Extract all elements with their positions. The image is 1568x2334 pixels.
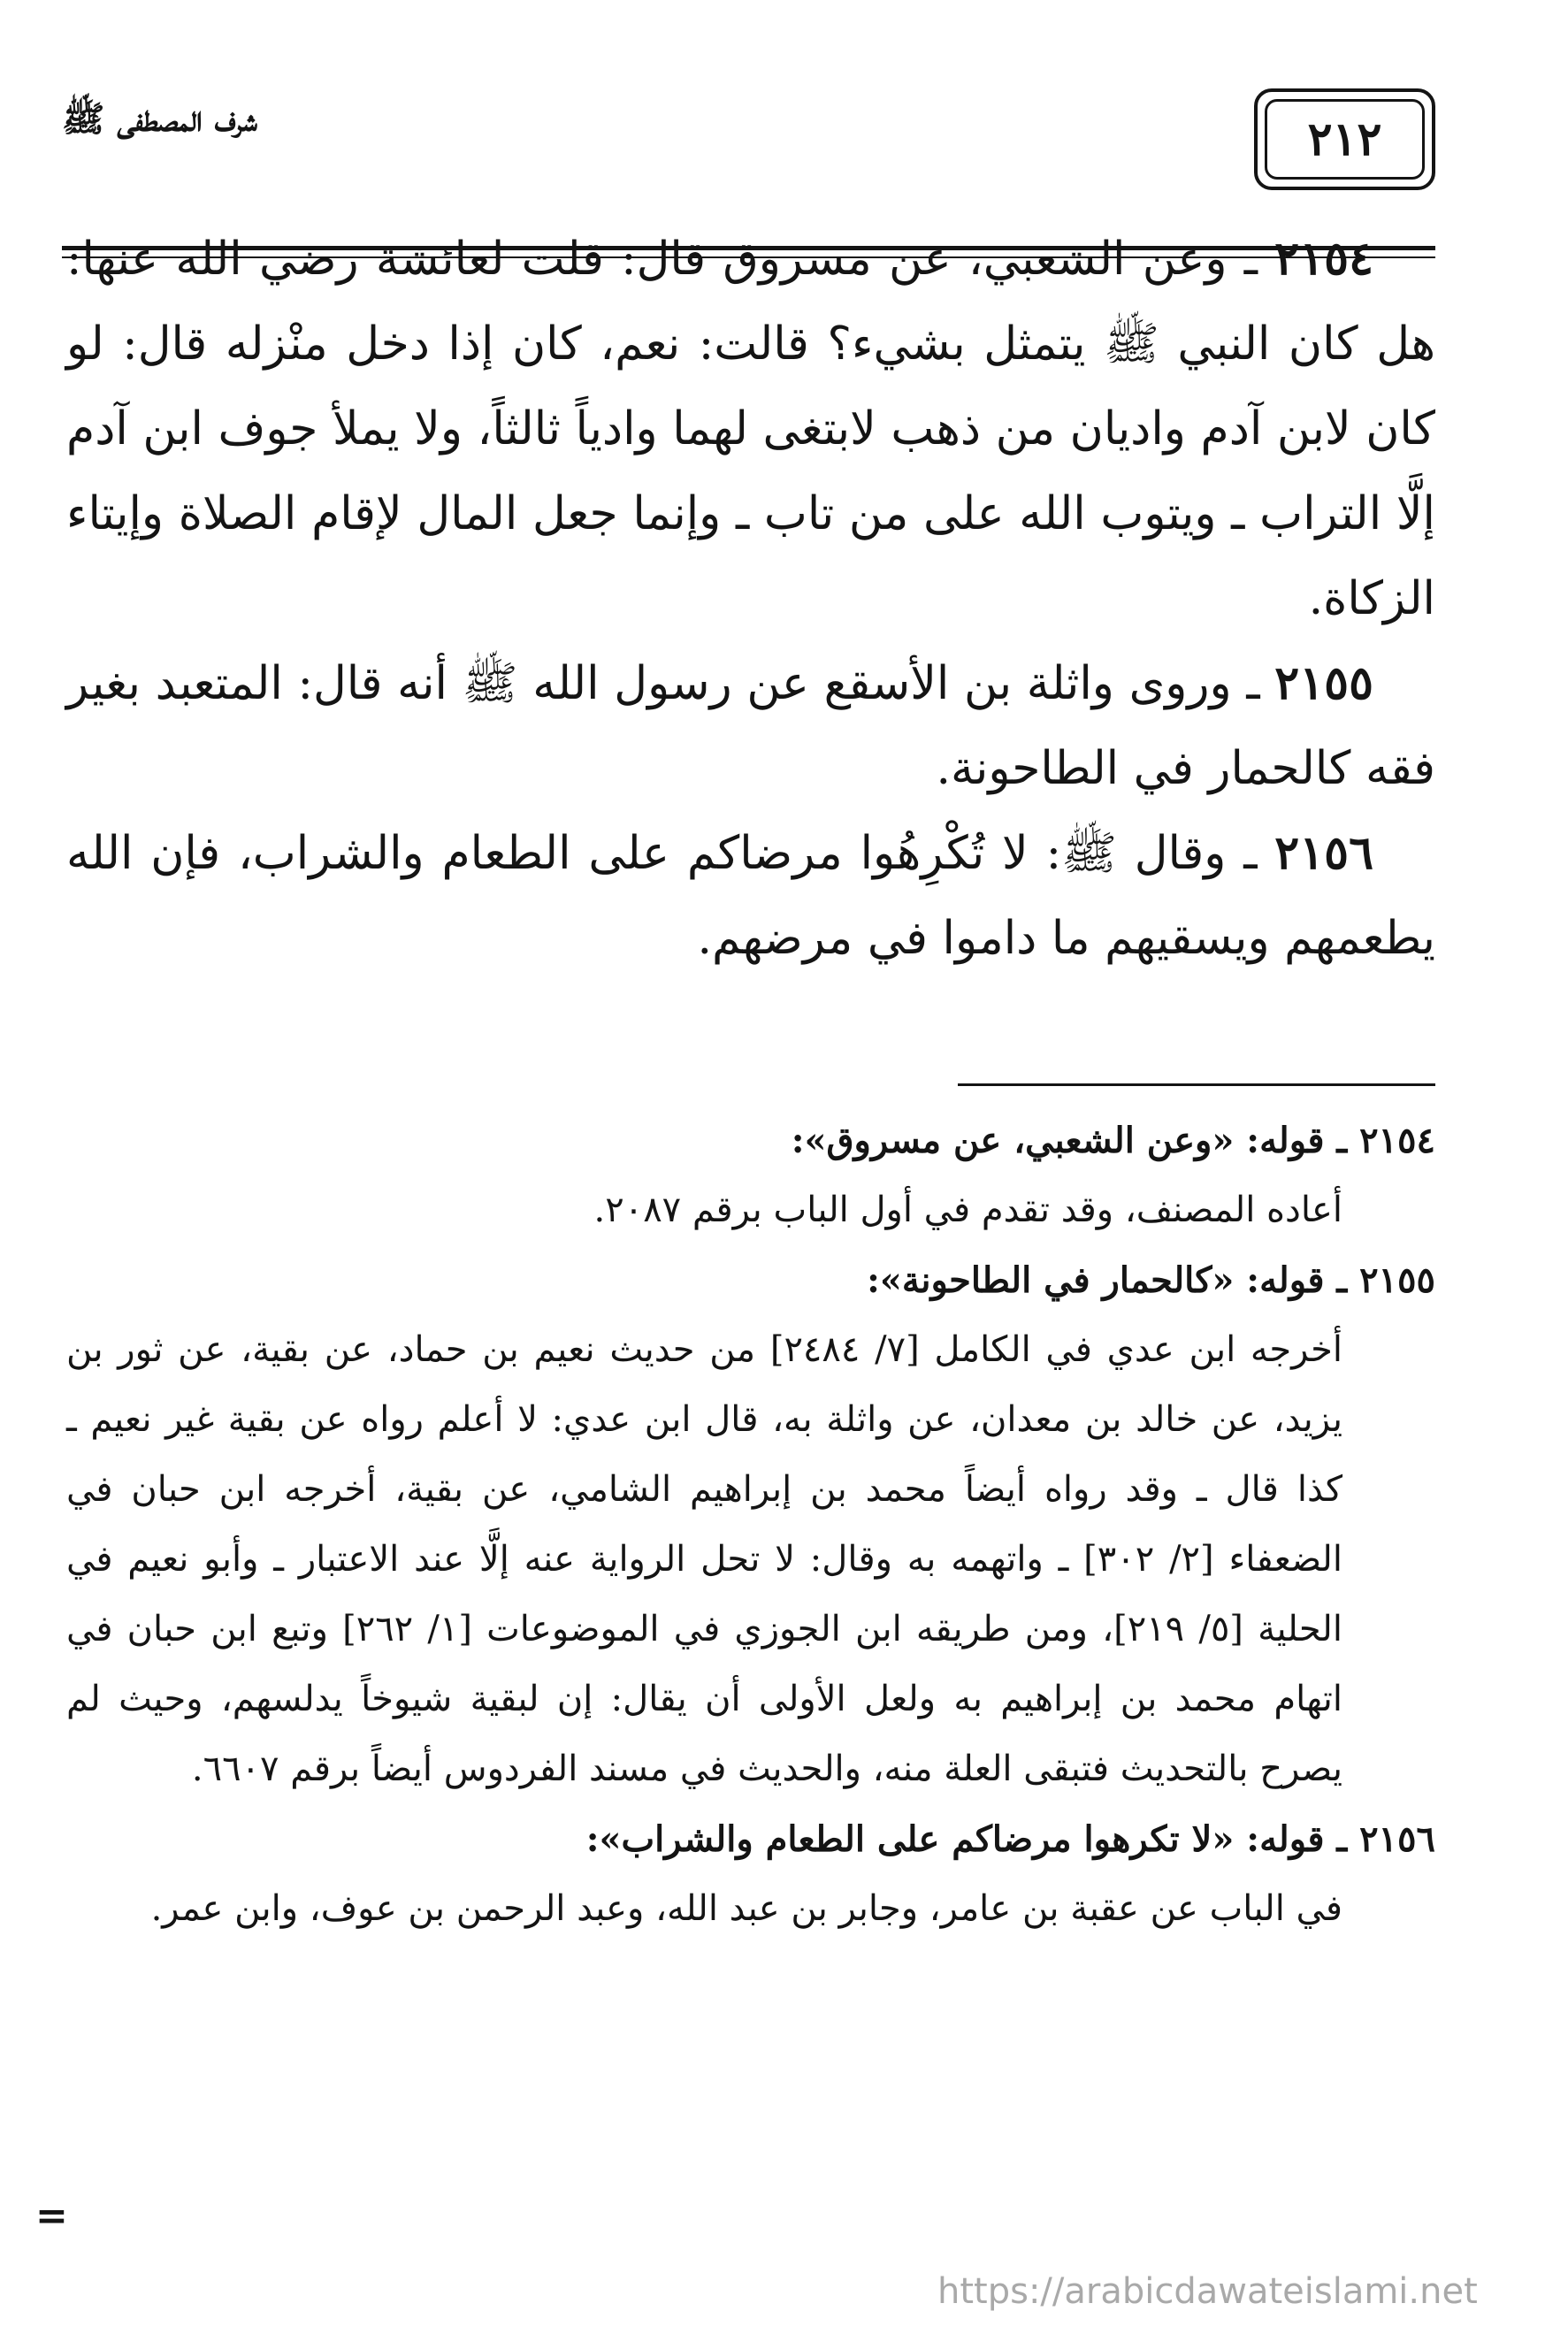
hadith-2156 (66, 811, 1435, 981)
note-body: أخرجه ابن عدي في الكامل [٧/ ٢٤٨٤] من حديث نعيم بن حماد، عن بقية، عن ثور بن يزيد، عن خالد بن معدان، عن واثلة به، قال ابن عدي: لا أعلم رواه عن بقية غير نعيم ـ كذا قال ـ وقد رواه أيضاً محمد بن إبراهيم الشامي، عن بقية، أخرجه ابن حبان في الضعفاء [٢/ ٣٠٢] ـ واتهمه به وقال: لا تحل الرواية عنه إلَّا عند الاعتبار ـ وأبو نعيم في الحلية [٥/ ٢١٩]، ومن طريقه ابن الجوزي في الموضوعات [١/ ٢٦٢] وتبع ابن حبان في اتهام محمد بن إبراهيم به ولعل الأولى أن يقال: إن لبقية شيوخاً يدلسهم، وحيث لم يصرح بالتحديث فتبقى العلة منه، والحديث في مسند الفردوس أيضاً برقم ٦٦٠٧. (66, 1329, 1342, 1789)
note-2155 (66, 1245, 1435, 1804)
notes-divider (958, 1083, 1435, 1086)
hadith-text: ـ وقال ﷺ: لا تُكْرِهُوا مرضاكم على الطعام والشراب، فإن الله يطعمهم ويسقيهم ما داموا في مرضهم. (66, 827, 1435, 965)
hadith-text: ـ وروى واثلة بن الأسقع عن رسول الله ﷺ أنه قال: المتعبد بغير فقه كالحمار في الطاحونة. (66, 657, 1435, 795)
hadith-number: ٢١٥٤ (1274, 232, 1373, 286)
hadith-number: ٢١٥٥ (1274, 656, 1373, 710)
note-body: أعاده المصنف، وقد تقدم في أول الباب برقم ٢٠٨٧. (593, 1190, 1342, 1230)
page-header (62, 88, 1435, 186)
hadith-text: ـ وعن الشعبي، عن مسروق قال: قلت لعائشة رضي الله عنها: هل كان النبي ﷺ يتمثل بشيء؟ قالت: نعم، كان إذا دخل منْزله قال: لو كان لابن آدم واديان من ذهب لابتغى لهما وادياً ثالثاً، ولا يملأ جوف ابن آدم إلَّا التراب ـ ويتوب الله على من تاب ـ وإنما جعل المال لإقام الصلاة وإيتاء الزكاة. (66, 233, 1435, 625)
site-watermark: https://arabicdawateislami.net (937, 2271, 1478, 2312)
note-heading: ٢١٥٦ ـ قوله: «لا تكرهوا مرضاكم على الطعام والشراب»: (585, 1818, 1435, 1860)
page-number: ٢١٢ (1265, 99, 1425, 180)
hadith-number: ٢١٥٦ (1274, 826, 1373, 880)
hadith-2154 (66, 217, 1435, 641)
main-text (66, 217, 1435, 981)
running-title: شرف المصطفى ﷺ (62, 98, 257, 140)
note-2154 (66, 1106, 1435, 1245)
note-body: في الباب عن عقبة بن عامر، وجابر بن عبد الله، وعبد الرحمن بن عوف، وابن عمر. (150, 1888, 1342, 1929)
note-heading: ٢١٥٤ ـ قوله: «وعن الشعبي، عن مسروق»: (791, 1120, 1435, 1161)
note-heading: ٢١٥٥ ـ قوله: «كالحمار في الطاحونة»: (867, 1259, 1435, 1301)
hadith-2155 (66, 641, 1435, 811)
continuation-mark: = (35, 2193, 68, 2238)
page-number-frame (1254, 88, 1435, 190)
commentary-notes (66, 1106, 1435, 1944)
note-2156 (66, 1804, 1435, 1944)
